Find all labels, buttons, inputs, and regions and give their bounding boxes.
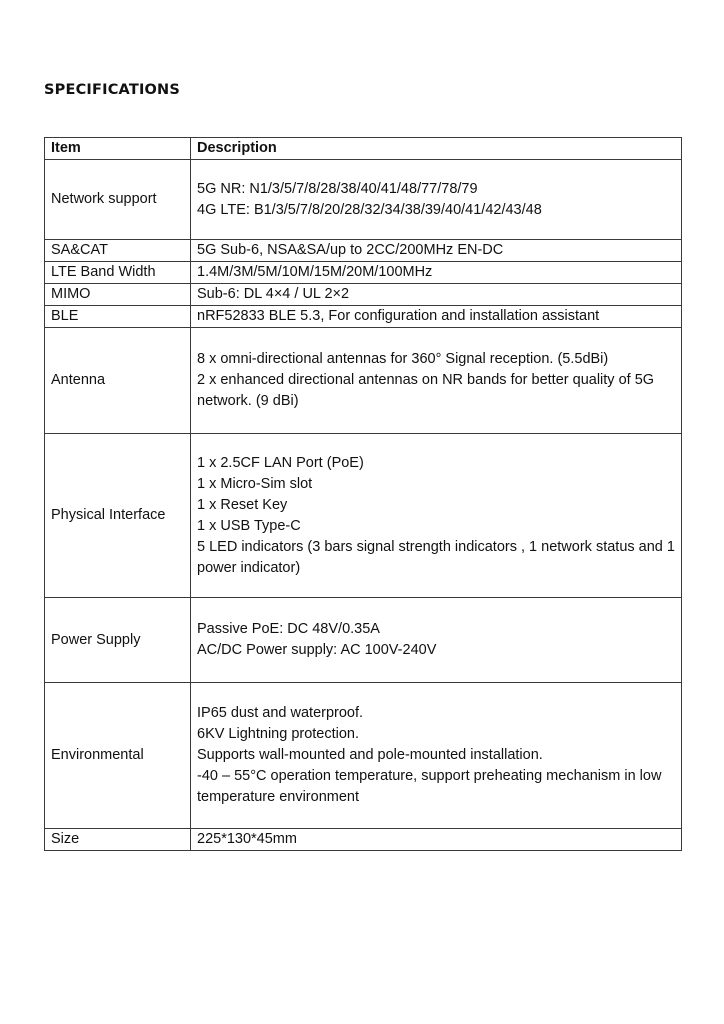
description-line: 225*130*45mm [197, 831, 297, 847]
description-cell [191, 284, 682, 306]
description-line: -40 – 55°C operation temperature, support preheating mechanism in low temperature environment [197, 768, 662, 805]
item-cell: Power Supply [45, 598, 191, 683]
table-row [45, 160, 682, 240]
item-cell: MIMO [45, 284, 191, 306]
item-cell: BLE [45, 306, 191, 328]
description-line: 5G Sub-6, NSA&SA/up to 2CC/200MHz EN-DC [197, 242, 504, 258]
item-cell: LTE Band Width [45, 262, 191, 284]
item-cell: Physical Interface [45, 434, 191, 598]
table-row [45, 829, 682, 851]
table-row [45, 434, 682, 598]
item-cell: Environmental [45, 683, 191, 829]
description-line: 1.4M/3M/5M/10M/15M/20M/100MHz [197, 264, 433, 280]
description-line: 1 x USB Type-C [197, 517, 301, 534]
item-cell: Size [45, 829, 191, 851]
table-header-row [45, 138, 682, 160]
table-row [45, 328, 682, 434]
table-row [45, 683, 682, 829]
description-line: Passive PoE: DC 48V/0.35A [197, 621, 380, 637]
table-row [45, 306, 682, 328]
description-line: 6KV Lightning protection. [197, 726, 360, 742]
table-row [45, 262, 682, 284]
description-cell [191, 829, 682, 851]
item-column-header: Item [45, 138, 191, 160]
description-cell [191, 160, 682, 240]
description-line: IP65 dust and waterproof. [197, 705, 364, 721]
table-row [45, 240, 682, 262]
description-cell [191, 683, 682, 829]
description-column-header: Description [191, 138, 682, 160]
description-line: 2 x enhanced directional antennas on NR bands for better quality of 5G network. (9 dBi) [197, 372, 655, 409]
description-line: 1 x Reset Key [197, 496, 288, 513]
table-row [45, 284, 682, 306]
description-line: Sub-6: DL 4×4 / UL 2×2 [197, 286, 350, 302]
description-line: 8 x omni-directional antennas for 360° Signal reception. (5.5dBi) [197, 351, 609, 367]
description-cell [191, 306, 682, 328]
page-title: SPECIFICATIONS [44, 82, 181, 98]
description-line: 4G LTE: B1/3/5/7/8/20/28/32/34/38/39/40/41/42/43/48 [197, 201, 542, 218]
description-line: AC/DC Power supply: AC 100V-240V [197, 642, 437, 658]
description-cell [191, 328, 682, 434]
description-cell [191, 240, 682, 262]
item-cell: Antenna [45, 328, 191, 434]
item-cell: SA&CAT [45, 240, 191, 262]
specifications-table [44, 137, 682, 851]
description-line: nRF52833 BLE 5.3, For configuration and installation assistant [197, 308, 600, 324]
description-cell [191, 434, 682, 598]
description-line: 1 x Micro-Sim slot [197, 475, 313, 492]
description-cell [191, 262, 682, 284]
description-line: Supports wall-mounted and pole-mounted installation. [197, 747, 543, 763]
description-line: 5G NR: N1/3/5/7/8/28/38/40/41/48/77/78/79 [197, 180, 478, 197]
description-cell [191, 598, 682, 683]
description-line: 5 LED indicators (3 bars signal strength indicators , 1 network status and 1 power indicator) [197, 538, 675, 576]
table-row [45, 598, 682, 683]
description-line: 1 x 2.5CF LAN Port (PoE) [197, 454, 364, 471]
item-cell: Network support [45, 160, 191, 240]
